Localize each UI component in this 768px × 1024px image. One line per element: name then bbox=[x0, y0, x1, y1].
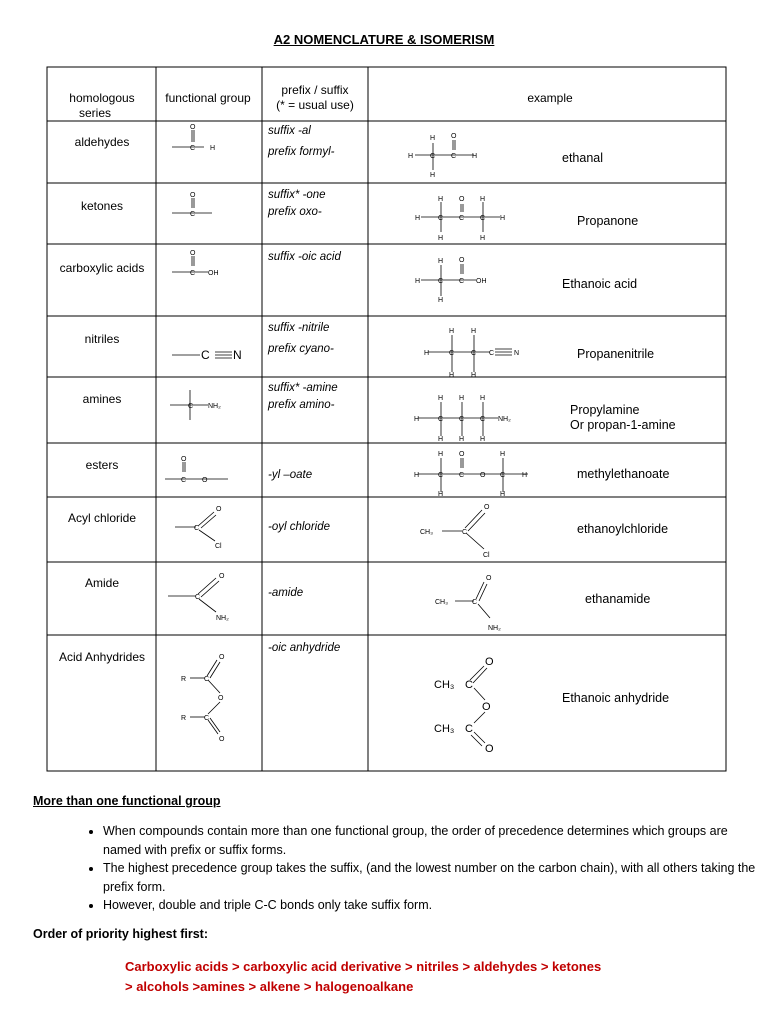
atom-label: C bbox=[459, 215, 465, 222]
atom-label: NH₂ bbox=[498, 416, 511, 423]
atom-label: H bbox=[472, 153, 478, 160]
atom-label: R bbox=[181, 715, 187, 722]
atom-label: H bbox=[449, 328, 455, 335]
example-ethanoylchloride: ethanoylchloride bbox=[577, 522, 669, 536]
header-series-1: homologous bbox=[69, 91, 135, 105]
header-example: example bbox=[527, 91, 573, 105]
affix-carboxylic-1: suffix -oic acid bbox=[268, 251, 341, 263]
list-item: • However, double and triple C-C bonds only take suffix form. bbox=[103, 896, 763, 915]
atom-label: H bbox=[415, 215, 421, 222]
atom-label: C bbox=[190, 211, 196, 218]
atom-label: C bbox=[459, 472, 465, 479]
example-ethanoic-acid: Ethanoic acid bbox=[562, 277, 638, 291]
atom-label: H bbox=[459, 436, 465, 443]
atom-label: H bbox=[408, 153, 414, 160]
atom-label: H bbox=[430, 172, 436, 179]
atom-label: CH₃ bbox=[434, 679, 455, 691]
header-series-2: series bbox=[78, 106, 112, 120]
example-propanone: Propanone bbox=[577, 214, 639, 228]
atom-label: O bbox=[190, 124, 196, 131]
atom-label: Cl bbox=[215, 543, 222, 550]
example-ethanoic-anhydride: Ethanoic anhydride bbox=[562, 691, 670, 705]
atom-label: C bbox=[195, 594, 201, 601]
affix-nitriles-1: suffix -nitrile bbox=[268, 322, 330, 334]
atom-label: O bbox=[181, 456, 187, 463]
atom-label: C bbox=[465, 723, 473, 735]
series-aldehydes: aldehydes bbox=[74, 135, 130, 149]
atom-label: H bbox=[480, 436, 486, 443]
atom-label: O bbox=[190, 250, 196, 257]
atom-label: CH₃ bbox=[420, 529, 433, 536]
atom-label: C bbox=[190, 270, 196, 277]
atom-label: C bbox=[451, 153, 457, 160]
atom-label: H bbox=[414, 416, 420, 423]
list-item: • The highest precedence group takes the suffix, (and the lowest number on the carbon chain), with all others taking the prefix form. bbox=[103, 859, 763, 896]
affix-amide-1: -amide bbox=[268, 587, 304, 599]
example-ethanal: ethanal bbox=[562, 151, 604, 165]
atom-label: C bbox=[459, 278, 465, 285]
atom-label: H bbox=[500, 491, 506, 498]
affix-ketones-1: suffix* -one bbox=[268, 189, 326, 201]
atom-label: O bbox=[202, 477, 208, 484]
atom-label: C bbox=[465, 679, 473, 691]
atom-label: C bbox=[489, 350, 495, 357]
header-prefix-1: prefix / suffix bbox=[281, 83, 349, 97]
atom-label: H bbox=[424, 350, 430, 357]
atom-label: NH₂ bbox=[488, 625, 501, 632]
bullet-list bbox=[78, 822, 763, 915]
affix-aldehydes-2: prefix formyl- bbox=[268, 146, 335, 158]
atom-label: H bbox=[480, 235, 486, 242]
atom-label: CH₃ bbox=[434, 723, 455, 735]
atom-label: H bbox=[459, 395, 465, 402]
atom-label: N bbox=[514, 350, 520, 357]
atom-label: H bbox=[438, 491, 444, 498]
atom-label: H bbox=[438, 297, 444, 304]
atom-label: OH bbox=[476, 278, 487, 285]
atom-label: H bbox=[500, 215, 506, 222]
atom-label: C bbox=[449, 350, 455, 357]
atom-label: O bbox=[451, 133, 457, 140]
atom-label: H bbox=[471, 372, 477, 379]
atom-label: C bbox=[181, 477, 187, 484]
affix-amines-2: prefix amino- bbox=[268, 399, 335, 411]
atom-label: C bbox=[459, 416, 465, 423]
atom-label: H bbox=[430, 135, 436, 142]
atom-label: O bbox=[485, 743, 494, 755]
atom-label: H bbox=[210, 145, 216, 152]
affix-ketones-2: prefix oxo- bbox=[268, 206, 322, 218]
atom-label: O bbox=[190, 192, 196, 199]
atom-label: C bbox=[462, 529, 468, 536]
affix-amines-1: suffix* -amine bbox=[268, 382, 338, 394]
atom-label: H bbox=[414, 472, 420, 479]
series-carboxylic-acids: carboxylic acids bbox=[59, 261, 145, 275]
atom-label: C bbox=[438, 278, 444, 285]
atom-label: H bbox=[438, 395, 444, 402]
atom-label: Cl bbox=[483, 552, 490, 559]
atom-label: C bbox=[500, 472, 506, 479]
series-acyl-chloride: Acyl chloride bbox=[67, 511, 137, 525]
atom-label: H bbox=[438, 436, 444, 443]
atom-label: O bbox=[459, 451, 465, 458]
series-amines: amines bbox=[82, 392, 122, 406]
list-item: • When compounds contain more than one functional group, the order of precedence determines which groups are named with prefix or suffix forms. bbox=[103, 822, 763, 859]
series-nitriles: nitriles bbox=[84, 332, 120, 346]
atom-label: H bbox=[438, 451, 444, 458]
atom-label: C bbox=[188, 403, 194, 410]
atom-label: H bbox=[438, 258, 444, 265]
atom-label: C bbox=[204, 715, 210, 722]
priority-line-1: Carboxylic acids > carboxylic acid derivative > nitriles > aldehydes > ketones bbox=[125, 959, 602, 974]
priority-heading: Order of priority highest first: bbox=[33, 927, 209, 941]
series-ketones: ketones bbox=[80, 199, 124, 213]
example-propanenitrile: Propanenitrile bbox=[577, 347, 655, 361]
atom-label: H bbox=[522, 472, 528, 479]
affix-acyl-1: -oyl chloride bbox=[268, 521, 330, 533]
priority-order bbox=[125, 957, 725, 997]
atom-label: NH₂ bbox=[208, 403, 221, 410]
section-heading: More than one functional group bbox=[33, 794, 221, 808]
atom-label: O bbox=[218, 695, 224, 702]
header-prefix-2: (* = usual use) bbox=[276, 98, 354, 112]
affix-esters-1: -yl –oate bbox=[268, 469, 313, 481]
atom-label: O bbox=[459, 257, 465, 264]
atom-label: H bbox=[415, 278, 421, 285]
atom-label: N bbox=[233, 348, 242, 362]
atom-label: O bbox=[219, 654, 225, 661]
atom-label: C bbox=[204, 676, 210, 683]
atom-label: C bbox=[471, 350, 477, 357]
atom-label: C bbox=[190, 145, 196, 152]
priority-line-2: > alcohols >amines > alkene > halogenoalkane bbox=[125, 979, 414, 994]
atom-label: OH bbox=[208, 270, 219, 277]
atom-label: C bbox=[472, 599, 478, 606]
atom-label: O bbox=[219, 573, 225, 580]
atom-label: O bbox=[485, 656, 494, 668]
atom-label: O bbox=[480, 472, 486, 479]
affix-anhydrides-1: -oic anhydride bbox=[268, 642, 341, 654]
example-methylethanoate: methylethanoate bbox=[577, 467, 670, 481]
atom-label: CH₃ bbox=[435, 599, 448, 606]
atom-label: C bbox=[438, 416, 444, 423]
atom-label: H bbox=[480, 395, 486, 402]
atom-label: C bbox=[201, 348, 210, 362]
atom-label: C bbox=[430, 153, 436, 160]
atom-label: O bbox=[484, 504, 490, 511]
series-acid-anhydrides: Acid Anhydrides bbox=[58, 650, 146, 664]
atom-label: O bbox=[486, 575, 492, 582]
atom-label: C bbox=[480, 215, 486, 222]
atom-label: C bbox=[438, 215, 444, 222]
atom-label: NH₂ bbox=[216, 615, 229, 622]
atom-label: H bbox=[471, 328, 477, 335]
affix-nitriles-2: prefix cyano- bbox=[268, 343, 334, 355]
atom-label: C bbox=[194, 525, 200, 532]
header-functional-group: functional group bbox=[165, 91, 251, 105]
atom-label: H bbox=[438, 235, 444, 242]
series-amide: Amide bbox=[84, 576, 120, 590]
atom-label: C bbox=[438, 472, 444, 479]
atom-label: H bbox=[449, 372, 455, 379]
atom-label: O bbox=[216, 506, 222, 513]
atom-label: O bbox=[459, 196, 465, 203]
atom-label: H bbox=[438, 196, 444, 203]
atom-label: O bbox=[219, 736, 225, 743]
series-esters: esters bbox=[85, 458, 119, 472]
atom-label: H bbox=[480, 196, 486, 203]
page-title: A2 NOMENCLATURE & ISOMERISM bbox=[273, 32, 495, 47]
atom-label: H bbox=[500, 451, 506, 458]
example-propylamine: Propylamine bbox=[570, 403, 640, 417]
atom-label: O bbox=[482, 701, 491, 713]
affix-aldehydes-1: suffix -al bbox=[268, 125, 311, 137]
atom-label: R bbox=[181, 676, 187, 683]
example-ethanamide: ethanamide bbox=[585, 592, 651, 606]
example-propan-1-amine: Or propan-1-amine bbox=[570, 418, 676, 432]
atom-label: C bbox=[480, 416, 486, 423]
